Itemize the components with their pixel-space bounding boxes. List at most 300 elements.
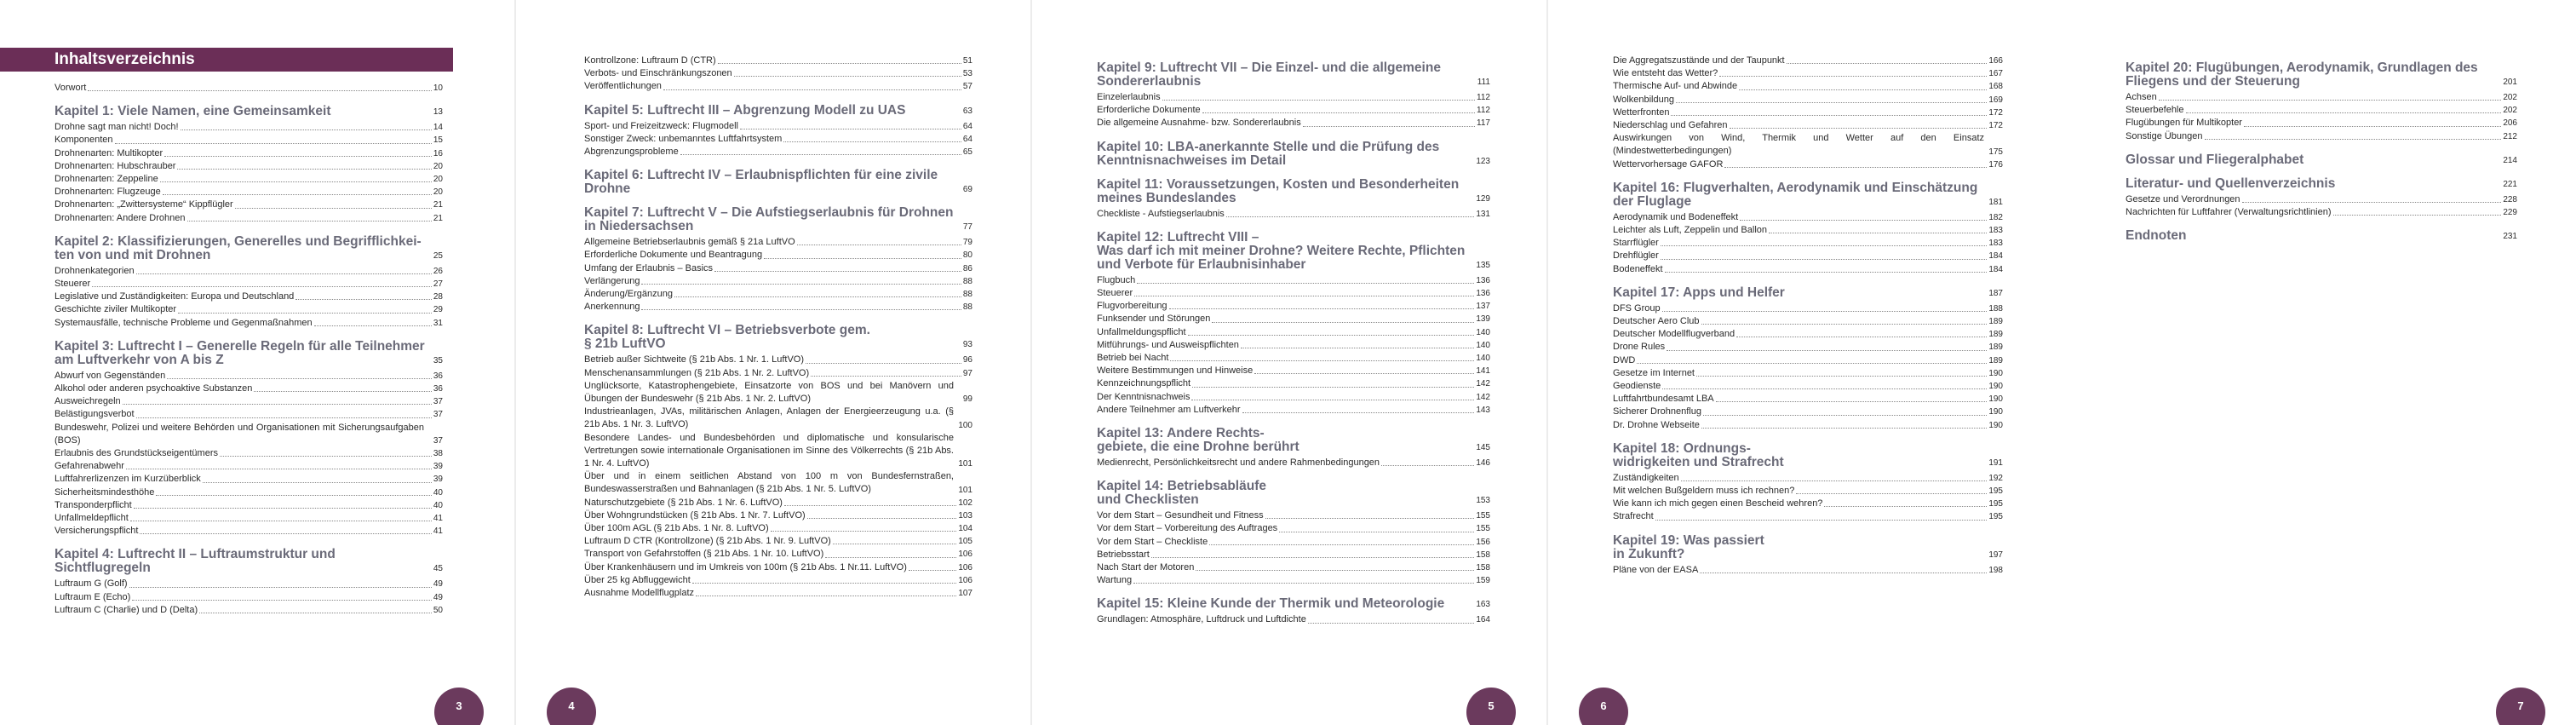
toc-entry-text: Unfallmeldepflicht: [55, 513, 129, 524]
page-number-badge: 7: [2496, 688, 2545, 725]
toc-entry-page: 96: [962, 355, 972, 365]
toc-entry-page: 166: [1988, 56, 2003, 66]
leader-dots: [825, 557, 956, 558]
toc-entry-page: 192: [1988, 473, 2003, 483]
toc-entry: [55, 186, 443, 199]
chapter-title: [584, 324, 972, 351]
toc-entry: [1097, 522, 1490, 535]
chapter-page: 77: [962, 222, 972, 233]
toc-entry: [584, 406, 972, 431]
toc-entry-text: Weitere Bestimmungen und Hinweise: [1097, 365, 1254, 377]
chapter-title: [1613, 286, 2003, 300]
toc-entry-text: Flugbuch: [1097, 274, 1136, 285]
toc-entry-text: Transport von Gefahrstoffen (§ 21b Abs. 1 Nr. 10. LuftVO): [584, 549, 824, 560]
toc-entry-page: 106: [958, 550, 972, 560]
toc-entry-text: Wetterfronten: [1613, 106, 1670, 118]
leader-dots: [641, 309, 961, 310]
toc-entry-page: 188: [1988, 303, 2003, 314]
toc-entry-text: Gesetze und Verordnungen: [2126, 193, 2240, 204]
toc-entry-text: Betrieb bei Nacht: [1097, 353, 1169, 364]
chapter-page: 25: [433, 250, 443, 261]
toc-entry-page: 182: [1988, 212, 2003, 222]
toc-entry-text: Luftraum C (Charlie) und D (Delta): [55, 604, 198, 615]
toc-entry-page: 168: [1988, 82, 2003, 92]
toc-entry-text: Alkohol oder anderen psychoaktive Substanzen: [55, 383, 253, 394]
leader-dots: [2333, 215, 2502, 216]
chapter-page: 221: [2503, 179, 2517, 189]
toc-entry-text: Über Krankenhäusern und im Umkreis von 100m (§ 21b Abs. 1 Nr.11. LuftVO): [584, 561, 907, 573]
toc-entry-text: Wie kann ich mich gegen einen Bescheid wehren?: [1613, 498, 1823, 509]
page-5: [1032, 0, 1546, 725]
toc-entry-text: Bodeneffekt: [1613, 263, 1663, 274]
toc-entry-page: 172: [1988, 121, 2003, 131]
toc-entry: [1097, 574, 1490, 587]
toc-entry: [584, 80, 972, 93]
leader-dots: [1719, 76, 1987, 77]
toc-entry-text: Drohnenarten: Zeppeline: [55, 174, 158, 185]
toc-entry: [55, 147, 443, 160]
toc-entry-page: 140: [1476, 354, 1490, 364]
toc-entry-page: 198: [1988, 565, 2003, 575]
toc-entry-text: Gefahrenabwehr: [55, 461, 124, 472]
toc-entry: [55, 278, 443, 291]
leader-dots: [134, 508, 432, 509]
toc-entry-page: 164: [1476, 615, 1490, 625]
toc-heading: Inhaltsverzeichnis: [0, 48, 453, 72]
leader-dots: [807, 518, 957, 519]
toc-entry: [2126, 91, 2517, 104]
toc-entry-text: Grundlagen: Atmosphäre, Luftdruck und Luftdichte: [1097, 614, 1306, 625]
toc-entry-page: 10: [433, 83, 443, 93]
toc-entry-page: 189: [1988, 317, 2003, 327]
toc-entry-text: Besondere Landes- und Bundesbehörden und diplomatische und konsularische Vertretungen sowie internationale Organisationen im Sinne des Völkerrechts (§ 21b Abs. 1 Nr. 4. LuftVO): [584, 432, 954, 469]
leader-dots: [167, 378, 432, 379]
toc-entry-text: Sonstige Übungen: [2126, 130, 2203, 141]
leader-dots: [1381, 465, 1474, 466]
toc-entry: [1613, 237, 2003, 250]
chapter-page: 201: [2503, 78, 2517, 87]
leader-dots: [1665, 272, 1988, 273]
toc-body: [2126, 51, 2517, 245]
toc-entry: [1613, 106, 2003, 119]
toc-entry: [1097, 377, 1490, 390]
toc-entry-page: 184: [1988, 264, 2003, 274]
toc-entry-page: 155: [1476, 524, 1490, 534]
toc-entry-text: Industrieanlagen, JVAs, militärischen Anlagen, Anlagen der Energieerzeugung u.a. (§ 21b Abs. 1 Nr. 3. LuftVO): [584, 406, 954, 430]
toc-entry-text: Kennzeichnungspflicht: [1097, 378, 1191, 389]
toc-entry-text: Flugübungen für Multikopter: [2126, 118, 2242, 129]
chapter-title: [1097, 427, 1490, 454]
toc-entry: [55, 395, 443, 408]
toc-entry-text: Geschichte ziviler Multikopter: [55, 304, 177, 315]
leader-dots: [1303, 126, 1475, 127]
toc-entry: [584, 133, 972, 146]
toc-entry-text: Luftfahrtbundesamt LBA: [1613, 394, 1714, 405]
toc-entry-page: 169: [1988, 95, 2003, 105]
chapter-title-line: Kapitel 8: Luftrecht VI – Betriebsverbote gem.: [584, 323, 870, 338]
toc-entry-page: 136: [1476, 275, 1490, 285]
toc-entry-text: Nach Start der Motoren: [1097, 562, 1195, 573]
toc-entry-text: Sicherheitsmindesthöhe: [55, 486, 155, 498]
toc-entry-text: Kontrollzone: Luftraum D (CTR): [584, 55, 716, 66]
toc-entry: [55, 82, 443, 95]
leader-dots: [1151, 557, 1475, 558]
chapter-title-line: § 21b LuftVO: [584, 337, 666, 352]
toc-entry-page: 65: [962, 147, 972, 158]
page-7: [2061, 0, 2576, 725]
toc-entry-page: 37: [433, 410, 443, 420]
toc-entry: [55, 460, 443, 473]
chapter-page: 111: [1477, 78, 1490, 87]
chapter-title-line: widrigkeiten und Strafrecht: [1613, 454, 1784, 469]
leader-dots: [1192, 387, 1474, 388]
toc-entry: [2126, 104, 2517, 117]
toc-entry-text: Luftraum D CTR (Kontrollzone) (§ 21b Abs. 1 Nr. 9. LuftVO): [584, 536, 831, 547]
chapter-page: 129: [1476, 193, 1490, 204]
toc-entry-text: Anerkennung: [584, 302, 640, 313]
toc-entry-page: 190: [1988, 382, 2003, 392]
toc-entry-text: Deutscher Modellflugverband: [1613, 329, 1736, 340]
leader-dots: [156, 495, 431, 496]
toc-entry-text: Strafrecht: [1613, 511, 1654, 522]
toc-entry-page: 14: [433, 123, 443, 133]
toc-entry-text: Funksender und Störungen: [1097, 314, 1211, 325]
toc-entry-text: Flugvorbereitung: [1097, 301, 1168, 312]
leader-dots: [132, 600, 432, 601]
leader-dots: [136, 273, 432, 274]
toc-entry: [1613, 119, 2003, 132]
page-content: [0, 48, 453, 617]
toc-entry: [1097, 313, 1490, 325]
toc-entry-page: 38: [433, 449, 443, 459]
leader-dots: [1701, 428, 1987, 429]
toc-entry-page: 158: [1476, 563, 1490, 573]
chapter-page: 197: [1988, 550, 2003, 560]
toc-entry-text: Zuständigkeiten: [1613, 472, 1679, 483]
toc-entry: [1613, 67, 2003, 80]
toc-entry-page: 206: [2503, 118, 2517, 129]
toc-entry-text: Niederschlag und Gefahren: [1613, 120, 1728, 131]
chapter-title-line: Fliegens und der Steuerung: [2126, 74, 2300, 89]
toc-entry-page: 140: [1476, 327, 1490, 337]
chapter-title: [2126, 153, 2517, 167]
leader-dots: [1667, 350, 1987, 351]
toc-entry: [55, 486, 443, 499]
leader-dots: [1661, 245, 1988, 246]
toc-entry-page: 80: [962, 250, 972, 261]
chapter-title-line: Was darf ich mit meiner Drohne? Weitere Rechte, Pflichten: [1097, 243, 1466, 258]
toc-entry: [1613, 263, 2003, 276]
chapter-page: 13: [433, 107, 443, 118]
toc-entry-text: Mitführungs- und Ausweispflichten: [1097, 339, 1239, 350]
toc-entry: [1613, 80, 2003, 93]
chapter-title-line: Kapitel 9: Luftrecht VII – Die Einzel- und die allgemeine: [1097, 60, 1441, 75]
page-number-badge: 4: [547, 688, 596, 725]
chapter-page: 93: [962, 340, 972, 350]
toc-entry-text: Verbots- und Einschränkungszonen: [584, 68, 732, 79]
chapter-title-line: Kapitel 1: Viele Namen, eine Gemeinsamkeit: [55, 104, 331, 119]
toc-entry-text: Dr. Drohne Webseite: [1613, 419, 1700, 430]
toc-entry: [1613, 315, 2003, 328]
toc-entry-text: Vor dem Start – Vorbereitung des Auftrages: [1097, 523, 1278, 534]
toc-entry-text: Starrflügler: [1613, 238, 1659, 249]
toc-entry: [55, 408, 443, 421]
toc-entry: [2126, 130, 2517, 143]
toc-entry: [584, 67, 972, 80]
toc-entry-page: 195: [1988, 486, 2003, 497]
leader-dots: [1212, 322, 1474, 323]
toc-entry-text: Drehflügler: [1613, 250, 1659, 262]
toc-entry-text: Andere Teilnehmer am Luftverkehr: [1097, 404, 1241, 415]
leader-dots: [92, 286, 432, 287]
toc-entry-text: Auswirkungen von Wind, Thermik und Wetter auf den Einsatz (Mindestwetterbedingungen): [1613, 133, 1984, 157]
toc-entry-text: Drohnenarten: Multikopter: [55, 147, 164, 158]
toc-entry-text: Vor dem Start – Gesundheit und Fitness: [1097, 510, 1264, 521]
toc-entry-page: 229: [2503, 208, 2517, 218]
leader-dots: [2186, 112, 2502, 113]
toc-entry-page: 101: [958, 485, 972, 495]
toc-entry-page: 176: [1988, 159, 2003, 170]
chapter-page: 231: [2503, 232, 2517, 242]
toc-entry-page: 36: [433, 384, 443, 394]
leader-dots: [314, 325, 432, 326]
toc-entry: [1097, 287, 1490, 300]
toc-entry-page: 190: [1988, 394, 2003, 405]
toc-entry-text: Die allgemeine Ausnahme- bzw. Sondererlaubnis: [1097, 118, 1301, 129]
toc-entry-page: 228: [2503, 194, 2517, 204]
leader-dots: [2205, 139, 2502, 140]
toc-entry-page: 36: [433, 371, 443, 381]
toc-entry: [1613, 250, 2003, 262]
toc-entry-page: 103: [958, 510, 972, 521]
toc-entry-text: Wettervorhersage GAFOR: [1613, 158, 1724, 170]
leader-dots: [1209, 544, 1474, 545]
toc-entry: [584, 574, 972, 587]
leader-dots: [203, 482, 432, 483]
toc-entry-page: 53: [962, 69, 972, 79]
leader-dots: [1196, 570, 1474, 571]
toc-entry: [584, 301, 972, 314]
leader-dots: [1696, 376, 1987, 377]
chapter-title-line: Kapitel 17: Apps und Helfer: [1613, 285, 1785, 300]
toc-entry: [55, 134, 443, 147]
leader-dots: [123, 404, 432, 405]
toc-entry: [584, 262, 972, 275]
leader-dots: [1661, 259, 1988, 260]
toc-entry-page: 112: [1477, 93, 1490, 102]
toc-entry: [1613, 132, 2003, 158]
toc-entry: [1613, 328, 2003, 341]
leader-dots: [1662, 311, 1988, 312]
chapter-title: [2126, 61, 2517, 89]
leader-dots: [115, 143, 432, 144]
toc-entry: [584, 146, 972, 158]
toc-entry: [1097, 104, 1490, 117]
toc-entry: [1613, 380, 2003, 393]
toc-entry-page: 212: [2503, 131, 2517, 141]
chapter-title-line: in Zukunft?: [1613, 546, 1685, 561]
toc-entry-text: Belästigungsverbot: [55, 409, 135, 420]
toc-entry: [1613, 419, 2003, 432]
toc-entry-text: Gesetze im Internet: [1613, 367, 1695, 378]
page-3: [0, 0, 514, 725]
toc-entry-page: 50: [433, 605, 443, 615]
toc-entry-text: Wie entsteht das Wetter?: [1613, 68, 1718, 79]
chapter-title: [55, 235, 443, 262]
page-4: [516, 0, 1030, 725]
toc-entry-text: Naturschutzgebiete (§ 21b Abs. 1 Nr. 6. LuftVO): [584, 497, 783, 508]
toc-entry: [1613, 564, 2003, 577]
chapter-title: [55, 105, 443, 118]
toc-entry-page: 158: [1476, 550, 1490, 560]
page-6: [1548, 0, 2063, 725]
toc-entry: [55, 121, 443, 134]
chapter-title-line: Kapitel 19: Was passiert: [1613, 532, 1764, 548]
chapter-title: [584, 206, 972, 233]
toc-entry-text: Unfallmeldungspflicht: [1097, 326, 1186, 337]
toc-entry-page: 57: [962, 82, 972, 92]
toc-entry: [1097, 352, 1490, 365]
toc-entry: [584, 497, 972, 509]
toc-entry-page: 99: [962, 394, 972, 405]
leader-dots: [1226, 216, 1475, 217]
toc-entry: [584, 470, 972, 496]
toc-entry-page: 21: [433, 213, 443, 223]
toc-entry: [1613, 354, 2003, 367]
toc-entry-page: 16: [433, 148, 443, 158]
toc-entry: [1613, 341, 2003, 354]
toc-entry: [584, 432, 972, 471]
toc-entry: [55, 473, 443, 486]
toc-entry-page: 27: [433, 279, 443, 290]
leader-dots: [811, 376, 961, 377]
toc-entry: [55, 370, 443, 383]
chapter-title: [55, 548, 443, 575]
toc-entry: [1613, 393, 2003, 406]
toc-entry-page: 15: [433, 135, 443, 146]
chapter-title-line: Kenntnisnachweises im Detail: [1097, 152, 1287, 168]
toc-entry-page: 40: [433, 500, 443, 510]
toc-entry-text: Änderung/Ergänzung: [584, 289, 673, 300]
leader-dots: [764, 258, 961, 259]
toc-entry-page: 172: [1988, 107, 2003, 118]
toc-entry-text: Wartung: [1097, 575, 1133, 586]
toc-entry-page: 20: [433, 161, 443, 171]
toc-entry-text: Abgrenzungsprobleme: [584, 147, 679, 158]
leader-dots: [1724, 167, 1987, 168]
page-number-badge: 5: [1466, 688, 1516, 725]
toc-entry-text: Achsen: [2126, 92, 2157, 102]
toc-entry-page: 20: [433, 175, 443, 185]
leader-dots: [177, 169, 431, 170]
toc-entry: [584, 236, 972, 249]
toc-entry: [1097, 404, 1490, 417]
chapter-page: 145: [1476, 443, 1490, 453]
toc-entry-page: 202: [2503, 106, 2517, 116]
toc-entry-text: Sicherer Drohnenflug: [1613, 406, 1701, 417]
toc-entry-page: 106: [958, 575, 972, 585]
leader-dots: [692, 583, 957, 584]
toc-entry-page: 202: [2503, 93, 2517, 102]
toc-entry: [55, 604, 443, 617]
toc-entry: [55, 512, 443, 525]
chapter-page: 214: [2503, 155, 2517, 165]
toc-entry-page: 155: [1476, 511, 1490, 521]
toc-entry: [1097, 326, 1490, 339]
toc-entry-page: 190: [1988, 420, 2003, 430]
chapter-title-line: Kapitel 2: Klassifizierungen, Generelles und Begrifflichkei-: [55, 233, 422, 249]
chapter-title: [1097, 231, 1490, 272]
chapter-title-line: Glossar und Fliegeralphabet: [2126, 152, 2304, 167]
toc-entry-page: 39: [433, 462, 443, 472]
toc-entry-text: Versicherungspflicht: [55, 526, 139, 537]
toc-entry-page: 189: [1988, 330, 2003, 340]
toc-entry-page: 105: [958, 537, 972, 547]
toc-entry: [1613, 472, 2003, 485]
toc-entry-page: 140: [1476, 340, 1490, 350]
toc-entry: [584, 587, 972, 600]
leader-dots: [181, 129, 432, 130]
leader-dots: [295, 299, 432, 300]
chapter-title-line: Kapitel 18: Ordnungs-: [1613, 440, 1751, 456]
leader-dots: [806, 363, 961, 364]
leader-dots: [1739, 89, 1987, 90]
toc-entry: [55, 591, 443, 604]
toc-entry: [55, 383, 443, 395]
toc-entry: [584, 522, 972, 535]
toc-entry: [584, 548, 972, 561]
toc-body: [1097, 51, 1490, 627]
toc-entry: [1097, 274, 1490, 287]
leader-dots: [1170, 360, 1474, 361]
toc-entry-page: 49: [433, 579, 443, 590]
toc-entry-page: 51: [962, 56, 972, 66]
toc-entry-page: 88: [962, 290, 972, 300]
toc-entry: [55, 317, 443, 330]
toc-entry-page: 88: [962, 302, 972, 313]
toc-entry-text: Komponenten: [55, 135, 113, 146]
toc-entry: [584, 380, 972, 406]
toc-entry: [55, 160, 443, 173]
toc-body: [584, 55, 972, 600]
toc-entry-page: 104: [958, 524, 972, 534]
leader-dots: [734, 76, 961, 77]
chapter-title-line: in Niedersachsen: [584, 219, 694, 234]
toc-entry: [584, 354, 972, 366]
leader-dots: [714, 271, 961, 272]
toc-entry-text: Transponderpflicht: [55, 499, 132, 510]
leader-dots: [1796, 493, 1987, 494]
chapter-title-line: der Fluglage: [1613, 193, 1692, 209]
toc-entry-text: Medienrecht, Persönlichkeitsrecht und andere Rahmenbedingungen: [1097, 457, 1380, 469]
leader-dots: [1137, 283, 1474, 284]
toc-entry-text: Luftraum G (Golf): [55, 578, 128, 590]
toc-body: [0, 82, 443, 617]
chapter-page: 191: [1988, 457, 2003, 468]
leader-dots: [1787, 63, 1988, 64]
toc-entry: [584, 367, 972, 380]
chapter-title-line: Kapitel 5: Luftrecht III – Abgrenzung Modell zu UAS: [584, 102, 906, 118]
toc-entry: [1613, 510, 2003, 523]
toc-entry: [1097, 391, 1490, 404]
toc-entry-page: 106: [958, 562, 972, 573]
toc-entry-text: Erforderliche Dokumente: [1097, 105, 1201, 116]
chapter-title-line: und Verbote für Erlaubnisinhaber: [1097, 256, 1306, 272]
toc-entry-page: 156: [1476, 537, 1490, 547]
toc-entry-page: 190: [1988, 407, 2003, 417]
toc-entry-page: 28: [433, 292, 443, 302]
toc-entry-page: 143: [1476, 405, 1490, 415]
